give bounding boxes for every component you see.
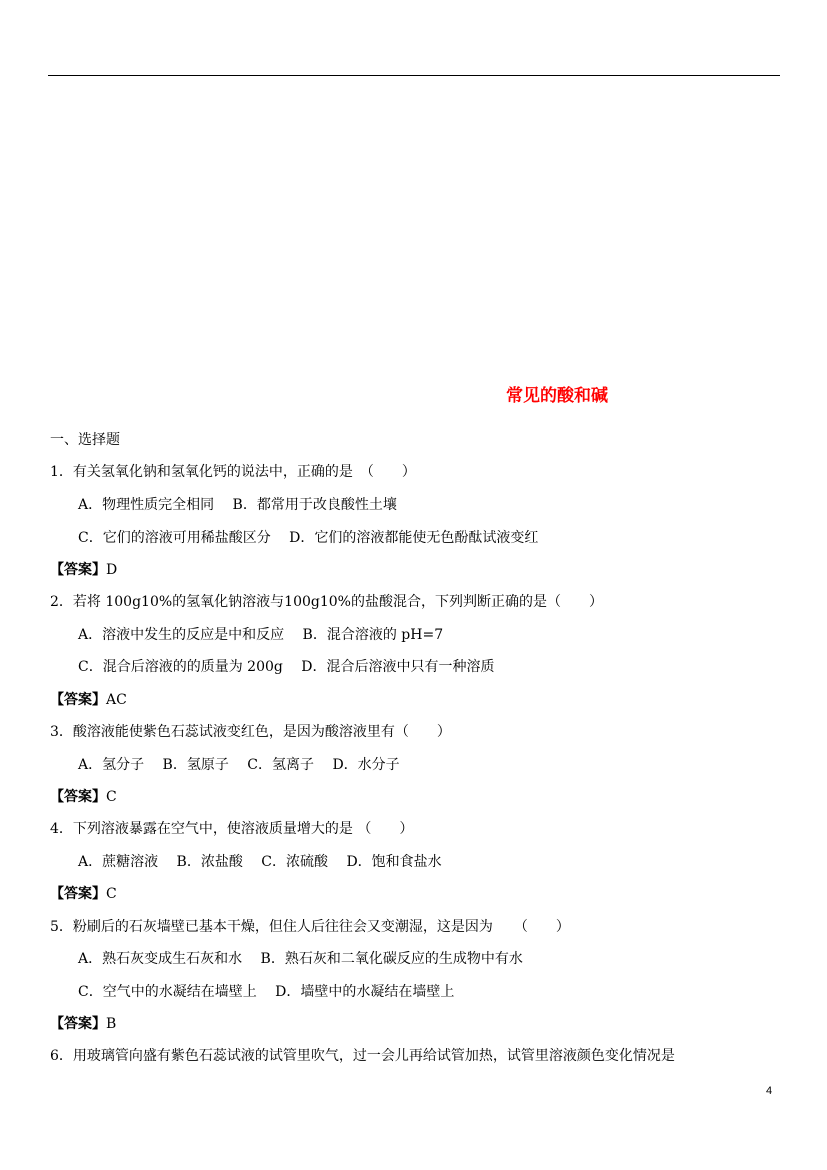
answer-value: B: [106, 1016, 117, 1032]
question-2-options-b: C．混合后溶液的的质量为 200g D．混合后溶液中只有一种溶质: [78, 659, 495, 675]
answer-label: 【答案】: [50, 562, 106, 578]
answer-value: C: [106, 886, 117, 902]
answer-value: C: [106, 789, 117, 805]
answer-label: 【答案】: [50, 886, 106, 902]
question-1-options-a: A．物理性质完全相同 B．都常用于改良酸性土壤: [78, 497, 397, 513]
answer-value: AC: [106, 692, 127, 708]
answer-label: 【答案】: [50, 789, 106, 805]
question-3-options: A．氢分子 B．氢原子 C．氢离子 D．水分子: [78, 757, 400, 773]
question-2-answer: [50, 690, 127, 710]
question-2-options-a: A．溶液中发生的反应是中和反应 B．混合溶液的 pH=7: [78, 627, 444, 643]
question-4-options: A．蔗糖溶液 B．浓盐酸 C．浓硫酸 D．饱和食盐水: [78, 854, 442, 870]
section-heading: 一、选择题: [50, 432, 120, 448]
answer-label: 【答案】: [50, 692, 106, 708]
question-6-stem: 6．用玻璃管向盛有紫色石蕊试液的试管里吹气，过一会儿再给试管加热，试管里溶液颜色变化情况是: [50, 1048, 675, 1064]
question-3-stem: 3．酸溶液能使紫色石蕊试液变红色，是因为酸溶液里有（ ）: [50, 724, 451, 740]
question-5-answer: [50, 1014, 116, 1034]
answer-value: D: [106, 562, 118, 578]
question-5-options-a: A．熟石灰变成生石灰和水 B．熟石灰和二氧化碳反应的生成物中有水: [78, 951, 523, 967]
question-4-answer: [50, 884, 117, 904]
question-5-stem: 5．粉刷后的石灰墙壁已基本干燥，但住人后往往会又变潮湿，这是因为 （ ）: [50, 919, 570, 935]
answer-label: 【答案】: [50, 1016, 106, 1032]
question-5-options-b: C．空气中的水凝结在墙壁上 D．墙壁中的水凝结在墙壁上: [78, 984, 455, 1000]
question-1-answer: [50, 560, 117, 580]
question-1-options-b: C．它们的溶液可用稀盐酸区分 D．它们的溶液都能使无色酚酞试液变红: [78, 530, 539, 546]
question-2-stem: 2．若将 100g10%的氢氧化钠溶液与100g10%的盐酸混合，下列判断正确的是（ ）: [50, 594, 603, 610]
page-number: 4: [766, 1085, 773, 1097]
question-3-answer: [50, 787, 117, 807]
question-4-stem: 4．下列溶液暴露在空气中，使溶液质量增大的是 （ ）: [50, 821, 414, 837]
question-1-stem: 1．有关氢氧化钠和氢氧化钙的说法中，正确的是 （ ）: [50, 464, 416, 480]
header-rule: [48, 75, 780, 76]
document-title: 常见的酸和碱: [506, 386, 608, 406]
